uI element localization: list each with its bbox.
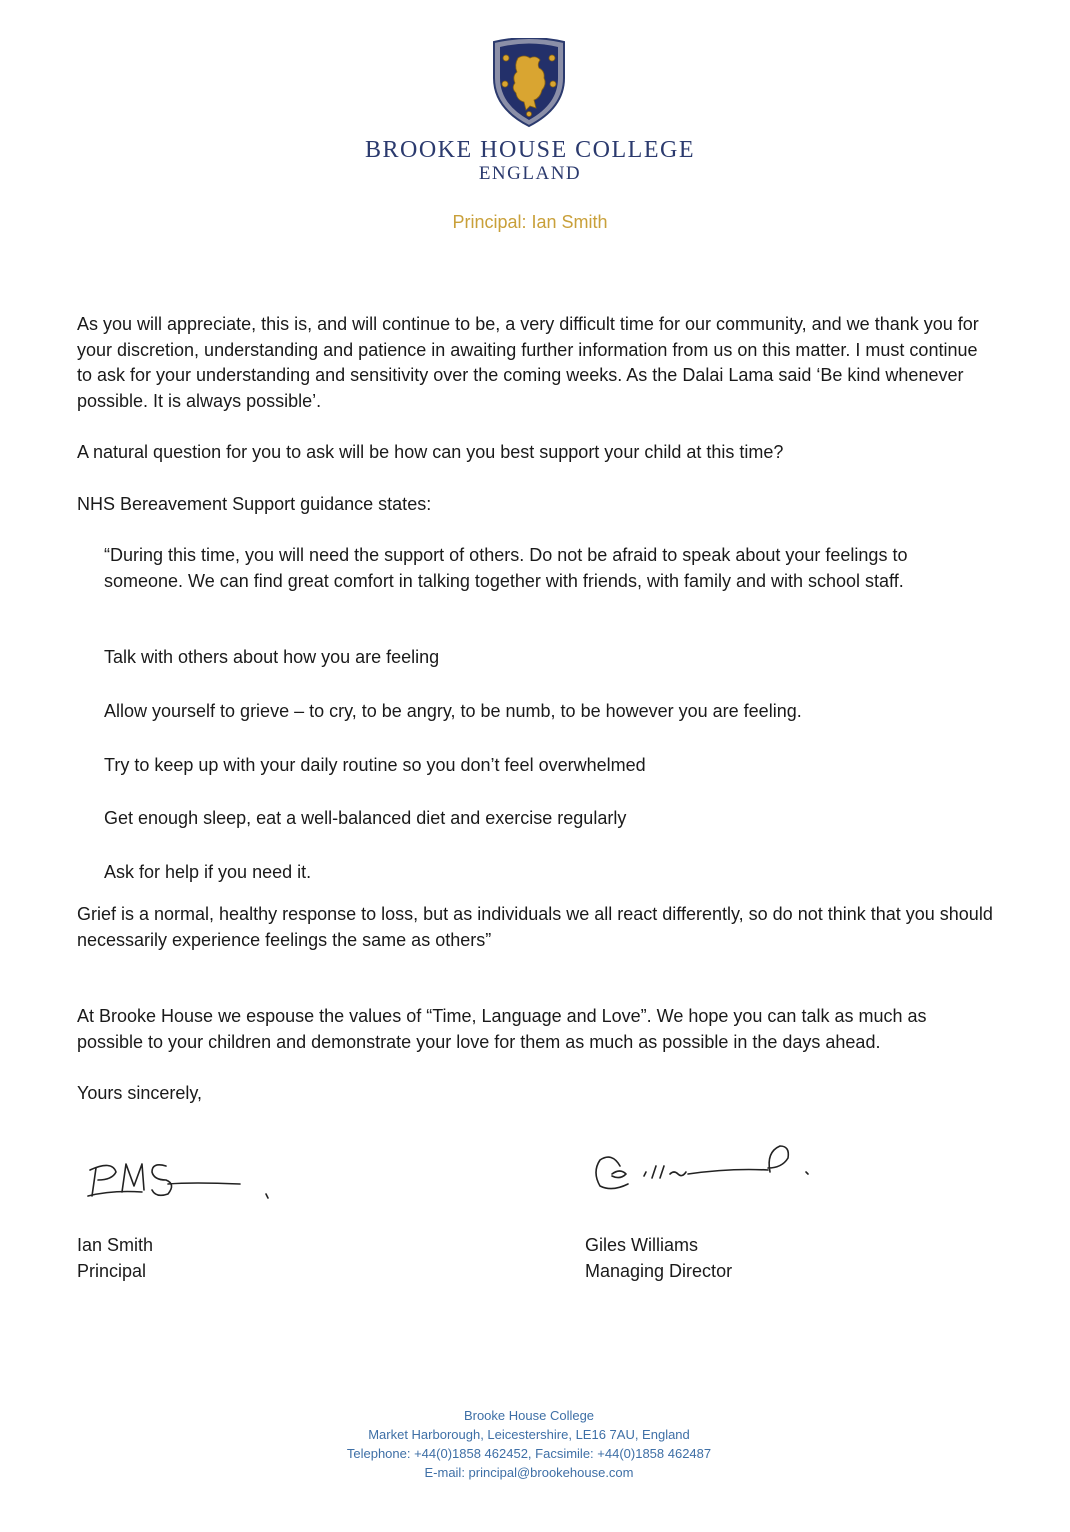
principal-line: Principal: Ian Smith (452, 212, 608, 232)
signer-name: Ian Smith (77, 1235, 154, 1255)
paragraph-question: A natural question for you to ask will be how can you best support your child at this time? (77, 442, 784, 462)
signer-name: Giles Williams (585, 1235, 699, 1255)
quote-item-routine: Try to keep up with your daily routine so you don’t feel overwhelmed (104, 755, 646, 775)
signer-role: Principal (77, 1261, 147, 1281)
college-country: ENGLAND (478, 163, 582, 184)
footer-telephone: Telephone: +44(0)1858 462452, Facsimile: +44(0)1858 462487 (346, 1446, 712, 1461)
paragraph-grief: Grief is a normal, healthy response to loss, but as individuals we all react differently, so do not think that you should necessarily experience feelings the same as others” (77, 904, 993, 950)
signature-giles-williams (590, 1138, 820, 1198)
signature-ian-smith (82, 1150, 282, 1206)
paragraph-nhs-intro: NHS Bereavement Support guidance states: (77, 494, 432, 514)
college-name: BROOKE HOUSE COLLEGE (365, 137, 695, 163)
letter-footer (0, 1406, 1058, 1482)
footer-college-name: Brooke House College (463, 1408, 595, 1423)
paragraph-values: At Brooke House we espouse the values of “Time, Language and Love”. We hope you can talk as much as possible to your children and demonstrate your love for them as much as possible in the days ahead. (77, 1006, 927, 1052)
college-crest-icon (490, 38, 568, 128)
paragraph-intro: As you will appreciate, this is, and will continue to be, a very difficult time for our community, and we thank you for your discretion, understanding and patience in awaiting further information from us on this matter. I must continue to ask for your understanding and sensitivity over the coming weeks. As the Dalai Lama said ‘Be kind whenever possible. It is always possible’. (77, 314, 979, 411)
signer-role: Managing Director (585, 1261, 733, 1281)
closing-line: Yours sincerely, (77, 1083, 203, 1103)
footer-address: Market Harborough, Leicestershire, LE16 7AU, England (368, 1427, 690, 1442)
footer-email[interactable]: E-mail: principal@brookehouse.com (424, 1465, 634, 1480)
quote-item-talk: Talk with others about how you are feeling (104, 647, 440, 667)
quote-item-sleep: Get enough sleep, eat a well-balanced diet and exercise regularly (104, 808, 627, 828)
quote-paragraph: “During this time, you will need the support of others. Do not be afraid to speak about your feelings to someone. We can find great comfort in talking together with friends, with family and with school staff. (104, 545, 908, 591)
quote-item-grieve: Allow yourself to grieve – to cry, to be angry, to be numb, to be however you are feeling. (104, 701, 802, 721)
quote-item-help: Ask for help if you need it. (104, 862, 312, 882)
